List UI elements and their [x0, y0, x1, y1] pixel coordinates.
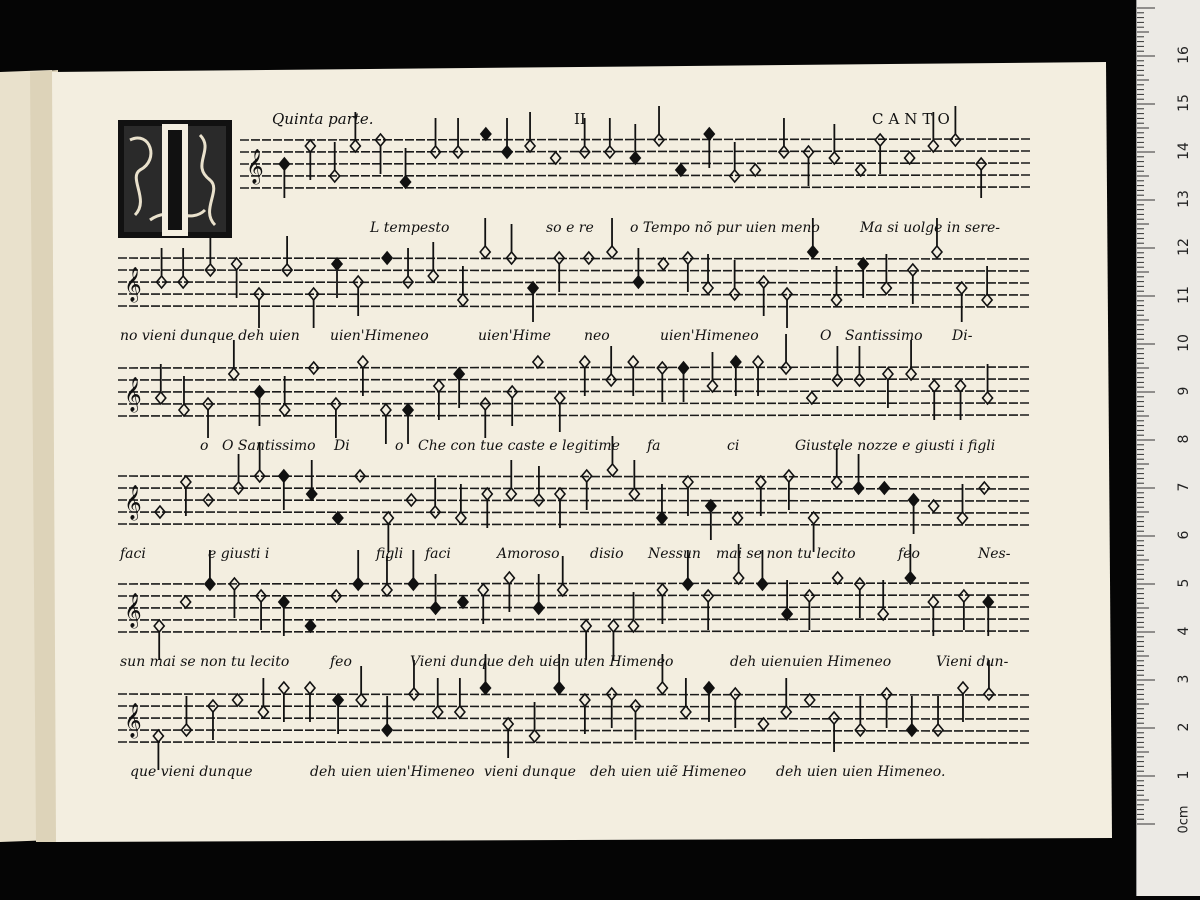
- lyric-syllable: Santissimo: [845, 328, 923, 344]
- clef-icon: 𝄞: [124, 485, 142, 520]
- ruler-number: 13: [1176, 190, 1192, 208]
- ruler-number: 4: [1176, 626, 1192, 636]
- staff-line: [118, 718, 1030, 719]
- lyric-syllable: o: [395, 438, 404, 454]
- clef-icon: 𝄞: [124, 593, 142, 628]
- staff-line: [118, 524, 1030, 525]
- staff-line: [118, 631, 1030, 632]
- staff-line: [118, 306, 1030, 307]
- staff-line: [118, 694, 1030, 695]
- lyric-syllable: O: [820, 328, 832, 344]
- lyric-syllable: Amoroso: [497, 546, 560, 562]
- lyric-syllable: deh uien uien'Himeneo: [310, 764, 475, 780]
- staff-line: [118, 379, 1030, 380]
- staff-line: [118, 258, 1030, 259]
- lyric-syllable: faci: [425, 546, 451, 562]
- header-voice-name: CANTO: [872, 110, 955, 128]
- lyric-syllable: e giusti i: [208, 546, 270, 562]
- staff-line: [118, 282, 1030, 283]
- ruler-number: 8: [1176, 434, 1192, 444]
- lyric-syllable: deh uien uien Himeneo.: [776, 764, 946, 780]
- lyric-syllable: o: [200, 438, 209, 454]
- ruler-number: 5: [1176, 578, 1192, 588]
- staff-line: [118, 583, 1030, 584]
- ruler-number: 6: [1176, 530, 1192, 540]
- lyric-syllable: Di-: [952, 328, 973, 344]
- ruler-number: 3: [1176, 674, 1192, 684]
- ruler-number: 9: [1176, 386, 1192, 396]
- staff-line: [118, 595, 1030, 596]
- lyric-syllable: no vieni dunque deh uien: [120, 328, 300, 344]
- ruler-unit-label: 0cm: [1176, 805, 1192, 834]
- lyric-syllable: feo: [898, 546, 920, 562]
- lyric-syllable: so e re: [546, 220, 594, 236]
- lyric-syllable: O Santissimo: [222, 438, 316, 454]
- lyric-syllable: deh uien: [730, 654, 792, 670]
- ruler-number: 14: [1176, 142, 1192, 160]
- clef-icon: 𝄞: [124, 703, 142, 738]
- staff-line: [118, 706, 1030, 707]
- lyric-syllable: Vieni dunque deh uien uien Himeneo: [410, 654, 674, 670]
- ornate-initial-letter: [118, 120, 232, 238]
- ruler-number: 16: [1176, 46, 1192, 64]
- lyric-syllable: o Tempo nõ pur uien meno: [630, 220, 820, 236]
- clef-icon: 𝄞: [124, 267, 142, 302]
- lyric-syllable: Vieni dun-: [936, 654, 1009, 670]
- ruler-number: 1: [1176, 770, 1192, 780]
- lyric-syllable: Giuste: [795, 438, 841, 454]
- lyric-syllable: uien'Hime: [478, 328, 551, 344]
- lyric-syllable: Ma si uolge in sere-: [860, 220, 1000, 236]
- lyric-syllable: feo: [330, 654, 352, 670]
- lyric-syllable: Che con tue caste e legitime: [418, 438, 620, 454]
- lyric-syllable: uien Himeneo: [792, 654, 892, 670]
- staff-line: [118, 730, 1030, 731]
- lyric-syllable: ci: [727, 438, 740, 454]
- staff-line: [118, 270, 1030, 271]
- lyric-syllable: Nessun: [648, 546, 701, 562]
- staff-line: [118, 742, 1030, 743]
- staff-line: [118, 512, 1030, 513]
- lyric-syllable: deh uien uiẽ Himeneo: [590, 764, 747, 780]
- staff-line: [118, 367, 1030, 368]
- staff-line: [118, 500, 1030, 501]
- lyric-syllable: sun mai se non tu lecito: [120, 654, 290, 670]
- ruler-number: 11: [1176, 286, 1192, 304]
- lyric-syllable: vieni dunque: [484, 764, 576, 780]
- staff-line: [118, 415, 1030, 416]
- header-part-label: Quinta parte.: [272, 110, 374, 128]
- lyric-syllable: disio: [590, 546, 624, 562]
- lyric-syllable: faci: [120, 546, 146, 562]
- lyric-syllable: figli: [376, 546, 404, 562]
- clef-icon: 𝄞: [124, 377, 142, 412]
- ruler-number: 7: [1176, 482, 1192, 492]
- lyric-syllable: fa: [647, 438, 661, 454]
- lyric-syllable: Di: [334, 438, 350, 454]
- staff-line: [118, 607, 1030, 608]
- staff-line: [118, 403, 1030, 404]
- lyric-syllable: uien'Himeneo: [330, 328, 429, 344]
- lyric-syllable: uien'Himeneo: [660, 328, 759, 344]
- ruler-number: 2: [1176, 722, 1192, 732]
- ruler-number: 10: [1176, 334, 1192, 352]
- lyric-syllable: neo: [584, 328, 610, 344]
- lyric-syllable: Nes-: [978, 546, 1011, 562]
- header-page-number: II: [574, 110, 586, 128]
- staff-line: [118, 619, 1030, 620]
- clef-icon: 𝄞: [246, 149, 264, 184]
- staff-line: [118, 488, 1030, 489]
- ruler-number: 15: [1176, 94, 1192, 112]
- lyric-syllable: mai se non tu lecito: [716, 546, 856, 562]
- lyric-syllable: que vieni dunque: [130, 764, 253, 780]
- lyric-syllable: L tempesto: [370, 220, 450, 236]
- ruler-number: 12: [1176, 238, 1192, 256]
- lyric-syllable: le nozze e giusti i figli: [840, 438, 996, 454]
